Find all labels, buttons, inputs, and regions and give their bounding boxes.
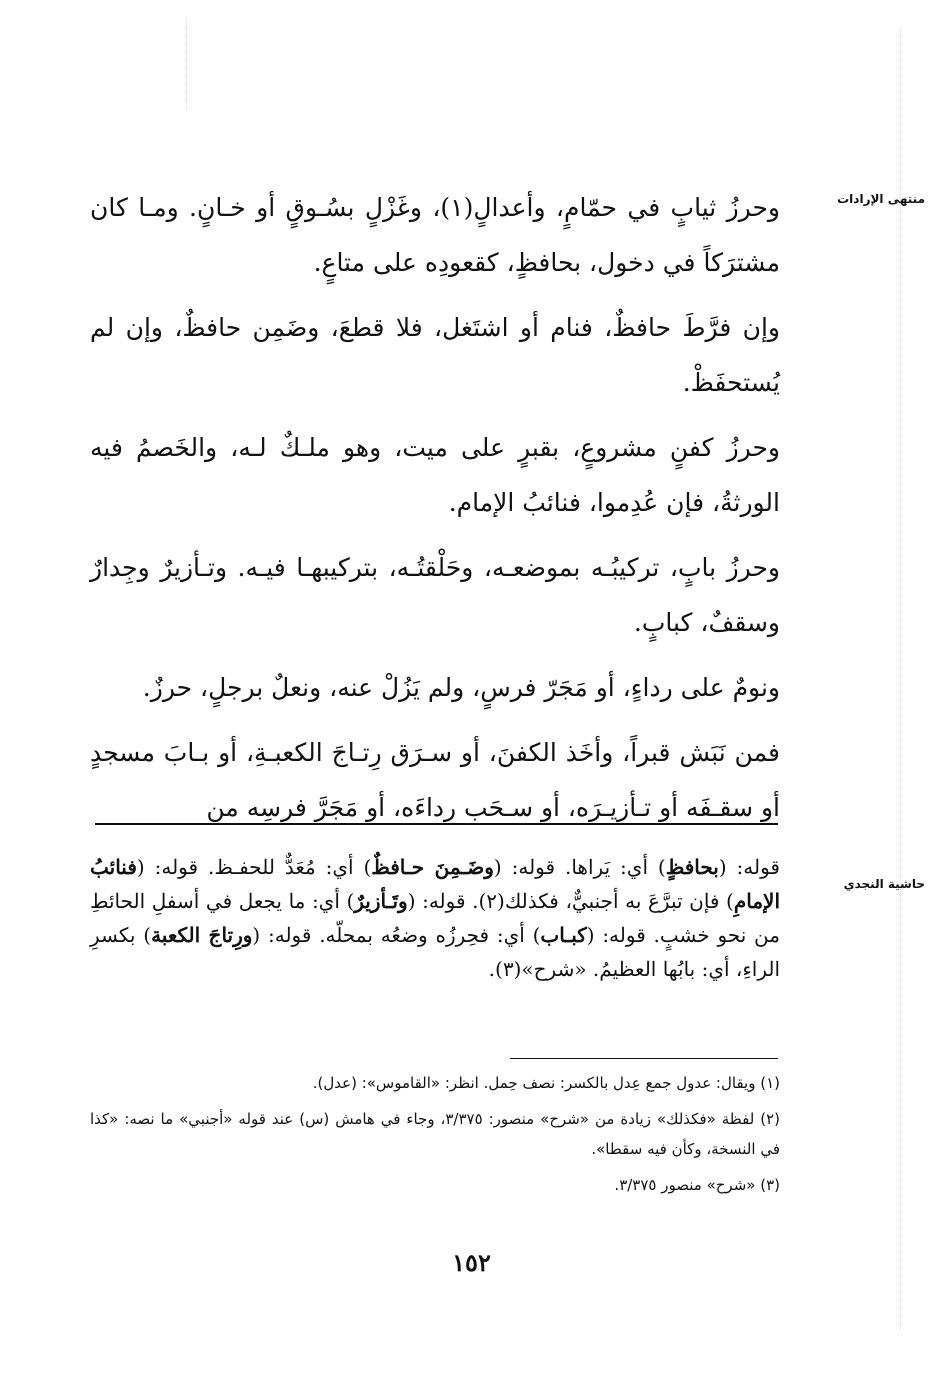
main-paragraph: وحرزُ ثيابٍ في حمّامٍ، وأعدالٍ(١)، وغَزْلٍ بسُـوقٍ أو خـانٍ. ومـا كان مشترَكاً في دخول، بحافظٍ، كقعودِه على متاعٍ. (90, 193, 780, 277)
commentary-text-run: ) أي: مُعَدٌّ للحفـظ. (207, 855, 372, 879)
footnote: (١) ويقال: عدول جمع عِدل بالكسر: نصف حِمل. انظر: «القاموس»: (عدل). (312, 1074, 780, 1092)
commentary-quote: كبـاب (540, 923, 587, 947)
commentary-quote: بحافظٍ (665, 855, 719, 879)
commentary-quote: وتَـأزيرٌ (354, 889, 408, 913)
commentary-text-run: ) أي: يَراها. قوله: ( (493, 855, 666, 879)
footnote: (٣) «شرح» منصور ٣/٣٧٥. (614, 1176, 780, 1194)
scan-artifact (900, 30, 901, 1330)
scan-artifact (186, 20, 187, 110)
commentary-text-run: ) فإن تبرَّعَ به أجنبيٌّ، فكذلك(٢). قوله: ( (407, 889, 734, 913)
main-paragraph: ونومٌ على رداءٍ، أو مَجَرّ فرسٍ، ولم يَزُلْ عنه، ونعلٌ برجلٍ، حرزٌ. (142, 673, 780, 702)
commentary-text-run: ) أي: ما يجعل في أسفلِ الحائطِ من نحو خشبٍ. قوله: ( (90, 889, 780, 947)
main-paragraph: وإن فرَّطَ حافظٌ، فنام أو اشتَغل، فلا قطعَ، وضَمِن حافظٌ، وإن لم يُستحفَظْ. (90, 313, 780, 397)
commentary-quote: ورِتاجَ الكعبة (151, 923, 253, 947)
main-paragraph: وحرزُ كفنٍ مشروعٍ، بقبرٍ على ميت، وهو ملـكٌ لـه، والخَصمُ فيه الورثةُ، فإن عُدِموا، فنائبُ الإمام. (90, 433, 780, 517)
footnote: (٢) لفظة «فكذلك» زيادة من «شرح» منصور: ٣/٣٧٥، وجاء في هامش (س) عند قوله «أجنبي» ما نصه: «كذا في النسخة، وكأن فيه سقطا». (90, 1110, 780, 1158)
main-paragraph: فمن نَبَش قبراً، وأخَذ الكفنَ، أو سـرَق رِتـاجَ الكعبـةِ، أو بـابَ مسجدٍ أو سقـفَه أو تـأزيـرَه، أو سـحَب رداءَه، أو مَجَرَّ فرسِه من (90, 738, 780, 822)
commentary-text (90, 850, 780, 986)
page-number: ١٥٢ (452, 1248, 491, 1277)
commentary-quote: فنائبُ الإمامِ (90, 855, 780, 913)
side-label-commentary-title: حاشية النجدي (843, 877, 925, 891)
commentary-text-run: قوله: ( (718, 855, 780, 879)
footnotes (90, 1068, 780, 1206)
commentary-text-run: ) أي: فحِرزُه وضعُه بمحلّه. قوله: ( (252, 923, 541, 947)
commentary-text-run: ) بكسرِ الراءِ، أي: بابُها العظيمُ. «شرح»(٣). (90, 923, 780, 981)
commentary-paragraph (90, 850, 780, 986)
section-divider (95, 823, 778, 825)
main-text (90, 180, 780, 835)
main-paragraph: وحرزُ بابٍ، تركيبُـه بموضعـه، وحَلْقتُـه، بتركيبهـا فيـه. وتـأزيرٌ وجِدارٌ وسقفٌ، كبابٍ. (90, 553, 780, 637)
commentary-text-run: قوله: ( (136, 855, 208, 879)
side-label-book-title: منتهى الإرادات (837, 192, 925, 206)
commentary-quote: وضَـمِنَ حـافظٌ (371, 855, 494, 879)
footnote-divider (510, 1058, 778, 1059)
